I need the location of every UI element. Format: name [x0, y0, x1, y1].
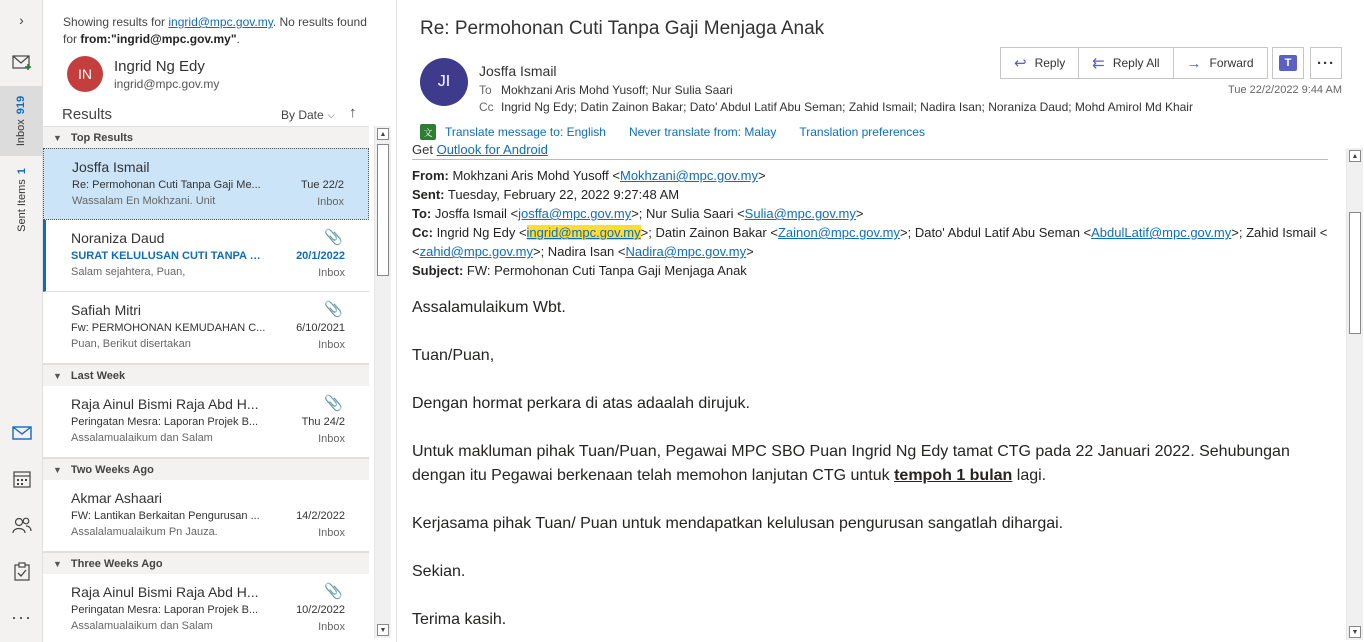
translation-preferences-link[interactable]: Translation preferences	[799, 125, 925, 139]
body-paragraph-text: Untuk makluman pihak Tuan/Puan, Pegawai MPC SBO Puan Ingrid Ng Edy tamat CTG pada 22 Januari 2022. Sehubungan dengan itu Pegawai berkenaan telah memohon lanjutan CTG untuk	[412, 443, 1290, 484]
item-date: Thu 24/2	[301, 416, 345, 428]
group-header[interactable]	[43, 364, 369, 386]
group-header[interactable]	[43, 458, 369, 480]
item-subject: Fw: PERMOHONAN KEMUDAHAN C...	[71, 322, 266, 334]
scrollbar-thumb[interactable]	[1349, 212, 1361, 334]
item-date: 14/2/2022	[296, 510, 345, 522]
divider	[412, 159, 1328, 160]
translate-icon: 文	[420, 124, 436, 140]
fwd-cc-open: <	[412, 244, 420, 259]
fwd-cc-name: >; Nadira Isan <	[532, 244, 626, 259]
list-item[interactable]	[43, 574, 369, 642]
message-datetime: Tue 22/2/2022 9:44 AM	[1228, 84, 1342, 96]
mail-icon[interactable]	[0, 422, 43, 444]
group-label: Last Week	[70, 369, 126, 382]
people-icon[interactable]	[0, 514, 43, 536]
reply-all-button[interactable]	[1079, 48, 1173, 78]
forward-label: Forward	[1209, 56, 1254, 70]
item-preview: Assalamualaikum dan Salam	[71, 432, 213, 444]
sort-dropdown[interactable]	[281, 108, 335, 122]
results-heading: Results	[62, 106, 113, 123]
fwd-from-email[interactable]: Mokhzani@mpc.gov.my	[620, 168, 758, 183]
fwd-cc-email[interactable]: Zainon@mpc.gov.my	[777, 225, 901, 240]
reply-all-icon: ⇇	[1092, 55, 1105, 72]
reading-pane	[398, 0, 1364, 642]
more-actions-button[interactable]	[1310, 47, 1342, 79]
folder-sent-count: 1	[15, 168, 28, 175]
item-sender: Safiah Mitri	[71, 302, 142, 318]
message-list-scrollbar[interactable]	[374, 126, 391, 638]
fwd-cc-email-highlighted[interactable]: ingrid@mpc.gov.my	[526, 225, 641, 240]
search-info-prefix: Showing results for	[63, 15, 169, 29]
group-header[interactable]	[43, 126, 369, 148]
sort-label: By Date	[281, 108, 324, 122]
fwd-to-name: Josffa Ismail <	[431, 206, 519, 221]
tasks-icon[interactable]	[0, 560, 43, 582]
message-body	[398, 144, 1344, 642]
reply-icon: ↩	[1014, 55, 1027, 72]
fwd-cc-line	[412, 223, 1342, 261]
attachment-icon: 📎	[324, 229, 343, 246]
item-folder: Inbox	[317, 196, 344, 208]
item-sender: Akmar Ashaari	[71, 490, 163, 506]
fwd-cc-label: Cc:	[412, 225, 433, 240]
item-preview: Puan, Berikut disertakan	[71, 338, 191, 350]
avatar: IN	[67, 56, 103, 92]
fwd-cc-email[interactable]: zahid@mpc.gov.my	[419, 244, 533, 259]
attachment-icon: 📎	[324, 583, 343, 600]
fwd-cc-email[interactable]: Nadira@mpc.gov.my	[625, 244, 747, 259]
body-closing: Sekian.	[412, 563, 466, 580]
fwd-subject-value: FW: Permohonan Cuti Tanpa Gaji Menjaga Anak	[463, 263, 747, 278]
item-folder: Inbox	[318, 621, 345, 633]
chevron-right-icon[interactable]: ›	[19, 12, 24, 28]
teams-icon: T	[1279, 55, 1297, 71]
reply-button[interactable]	[1001, 48, 1079, 78]
item-preview: Salam sejahtera, Puan,	[71, 266, 186, 278]
list-item[interactable]	[43, 292, 369, 364]
message-cc-line	[479, 100, 1193, 114]
body-greeting: Assalamulaikum Wbt.	[412, 299, 566, 316]
translate-message-link[interactable]: Translate message to: English	[445, 125, 606, 139]
fwd-from-close: >	[757, 168, 766, 183]
reply-label: Reply	[1034, 56, 1066, 70]
navigation-rail	[0, 0, 43, 642]
more-icon: ···	[1317, 54, 1335, 72]
new-mail-icon[interactable]	[0, 50, 43, 74]
group-header[interactable]	[43, 552, 369, 574]
folder-inbox-label: Inbox	[15, 119, 28, 147]
forward-button[interactable]	[1174, 48, 1267, 78]
translate-bar	[420, 124, 925, 140]
item-folder: Inbox	[318, 339, 345, 351]
search-info-suffix: .	[236, 32, 240, 46]
body-salutation: Tuan/Puan,	[412, 347, 495, 364]
fwd-to-email[interactable]: josffa@mpc.gov.my	[518, 206, 632, 221]
sender-avatar[interactable]: JI	[420, 58, 468, 106]
fwd-subject-label: Subject:	[412, 263, 464, 278]
item-preview: Assalalamualaikum Pn Jauza.	[71, 526, 218, 538]
scroll-down-icon[interactable]: ▼	[1349, 626, 1361, 638]
fwd-from-label: From:	[412, 168, 449, 183]
search-info-middle: . No results found for	[63, 15, 367, 46]
item-subject: FW: Lantikan Berkaitan Pengurusan ...	[71, 510, 260, 522]
get-outlook-line	[412, 144, 1342, 157]
item-date: 6/10/2021	[296, 322, 345, 334]
body-paragraph-text: lagi.	[1012, 467, 1047, 484]
fwd-cc-name: Ingrid Ng Edy <	[432, 225, 527, 240]
message-actions	[1000, 47, 1268, 79]
fwd-to-email[interactable]: Sulia@mpc.gov.my	[744, 206, 856, 221]
fwd-subject-line	[412, 261, 1342, 280]
group-label: Two Weeks Ago	[70, 463, 154, 476]
item-preview: Assalamualaikum dan Salam	[71, 620, 213, 632]
list-item[interactable]	[43, 148, 369, 220]
list-item[interactable]	[43, 386, 369, 458]
chevron-down-icon: ▼	[53, 132, 62, 143]
reading-pane-scrollbar[interactable]	[1346, 148, 1363, 640]
message-to[interactable]: Mokhzani Aris Mohd Yusoff; Nur Sulia Saari	[501, 83, 733, 97]
fwd-sent-label: Sent:	[412, 187, 445, 202]
teams-button[interactable]	[1272, 47, 1304, 79]
item-preview: Wassalam En Mokhzani. Unit	[72, 195, 216, 207]
reply-all-label: Reply All	[1112, 56, 1160, 70]
search-query: from:"ingrid@mpc.gov.my"	[80, 32, 237, 46]
body-text	[412, 296, 1342, 632]
item-folder: Inbox	[318, 527, 345, 539]
search-info	[63, 14, 383, 48]
folder-inbox[interactable]	[0, 86, 43, 156]
message-sender[interactable]: Josffa Ismail	[479, 63, 557, 79]
contact-email: ingrid@mpc.gov.my	[114, 77, 220, 91]
more-icon[interactable]: ···	[11, 606, 32, 627]
sort-direction-arrow-icon[interactable]: ↑	[349, 104, 357, 121]
calendar-icon[interactable]	[0, 468, 43, 490]
fwd-cc-close: >	[746, 244, 754, 259]
fwd-sent-value: Tuesday, February 22, 2022 9:27:48 AM	[444, 187, 680, 202]
group-label: Three Weeks Ago	[70, 557, 163, 570]
chevron-down-icon: ⌵	[327, 109, 335, 120]
chevron-down-icon: ▼	[53, 558, 62, 569]
scroll-up-icon[interactable]: ▲	[1349, 150, 1361, 162]
fwd-cc-email[interactable]: AbdulLatif@mpc.gov.my	[1091, 225, 1232, 240]
forwarded-header	[412, 166, 1342, 280]
body-paragraph	[412, 440, 1342, 488]
fwd-cc-name: >; Zahid Ismail <	[1231, 225, 1328, 240]
get-outlook-prefix: Get	[412, 144, 437, 157]
cc-label: Cc	[479, 100, 494, 114]
body-emphasis: tempoh 1 bulan	[894, 467, 1013, 484]
attachment-icon: 📎	[324, 301, 343, 318]
message-list-pane	[43, 0, 397, 642]
outlook-android-link[interactable]: Outlook for Android	[436, 144, 548, 157]
never-translate-link[interactable]: Never translate from: Malay	[628, 125, 777, 139]
fwd-to-label: To:	[412, 206, 432, 221]
item-subject: Peringatan Mesra: Laporan Projek B...	[71, 416, 259, 428]
fwd-from-name: Mokhzani Aris Mohd Yusoff <	[448, 168, 620, 183]
folder-sent-label: Sent Items	[15, 179, 28, 232]
item-subject: SURAT KELULUSAN CUTI TANPA G...	[71, 250, 267, 262]
list-item[interactable]	[43, 480, 369, 552]
search-email-link[interactable]: ingrid@mpc.gov.my	[168, 15, 273, 29]
message-list	[43, 126, 369, 642]
item-date: 20/1/2022	[296, 250, 345, 262]
scrollbar-thumb[interactable]	[377, 144, 389, 276]
item-date: 10/2/2022	[296, 604, 345, 616]
item-sender: Raja Ainul Bismi Raja Abd H...	[71, 396, 259, 412]
item-sender: Raja Ainul Bismi Raja Abd H...	[71, 584, 259, 600]
chevron-down-icon: ▼	[53, 370, 62, 381]
body-paragraph: Dengan hormat perkara di atas adaalah dirujuk.	[412, 395, 750, 412]
fwd-sent-line	[412, 185, 1342, 204]
message-subject: Re: Permohonan Cuti Tanpa Gaji Menjaga Anak	[420, 18, 825, 39]
message-cc[interactable]: Ingrid Ng Edy; Datin Zainon Bakar; Dato' Abdul Latif Abu Seman; Zahid Ismail; Nadira Isan; Noraniza Daud; Mohd Amirol Md Khair	[501, 100, 1193, 114]
to-label: To	[479, 83, 492, 97]
body-thanks: Terima kasih.	[412, 611, 507, 628]
forward-icon: →	[1186, 54, 1202, 72]
folder-sent-items[interactable]	[0, 160, 43, 240]
fwd-cc-name: >; Datin Zainon Bakar <	[640, 225, 778, 240]
item-sender: Noraniza Daud	[71, 230, 165, 246]
item-folder: Inbox	[318, 267, 345, 279]
list-item[interactable]	[43, 220, 369, 292]
fwd-to-name: >; Nur Sulia Saari <	[631, 206, 745, 221]
contact-name: Ingrid Ng Edy	[114, 58, 205, 75]
scroll-up-icon[interactable]: ▲	[377, 128, 389, 140]
fwd-to-close: >	[855, 206, 864, 221]
item-sender: Josffa Ismail	[72, 159, 150, 175]
fwd-cc-name: >; Dato' Abdul Latif Abu Seman <	[900, 225, 1092, 240]
fwd-to-line	[412, 204, 1342, 223]
attachment-icon: 📎	[324, 395, 343, 412]
body-paragraph: Kerjasama pihak Tuan/ Puan untuk mendapatkan kelulusan pengurusan sangatlah dihargai.	[412, 515, 1064, 532]
folder-inbox-count: 919	[15, 95, 28, 115]
item-subject: Re: Permohonan Cuti Tanpa Gaji Me...	[72, 179, 261, 191]
chevron-down-icon: ▼	[53, 464, 62, 475]
item-date: Tue 22/2	[300, 179, 344, 191]
fwd-from-line	[412, 166, 1342, 185]
item-subject: Peringatan Mesra: Laporan Projek B...	[71, 604, 259, 616]
message-to-line	[479, 83, 733, 97]
group-label: Top Results	[70, 131, 134, 144]
scroll-down-icon[interactable]: ▼	[377, 624, 389, 636]
item-folder: Inbox	[318, 433, 345, 445]
